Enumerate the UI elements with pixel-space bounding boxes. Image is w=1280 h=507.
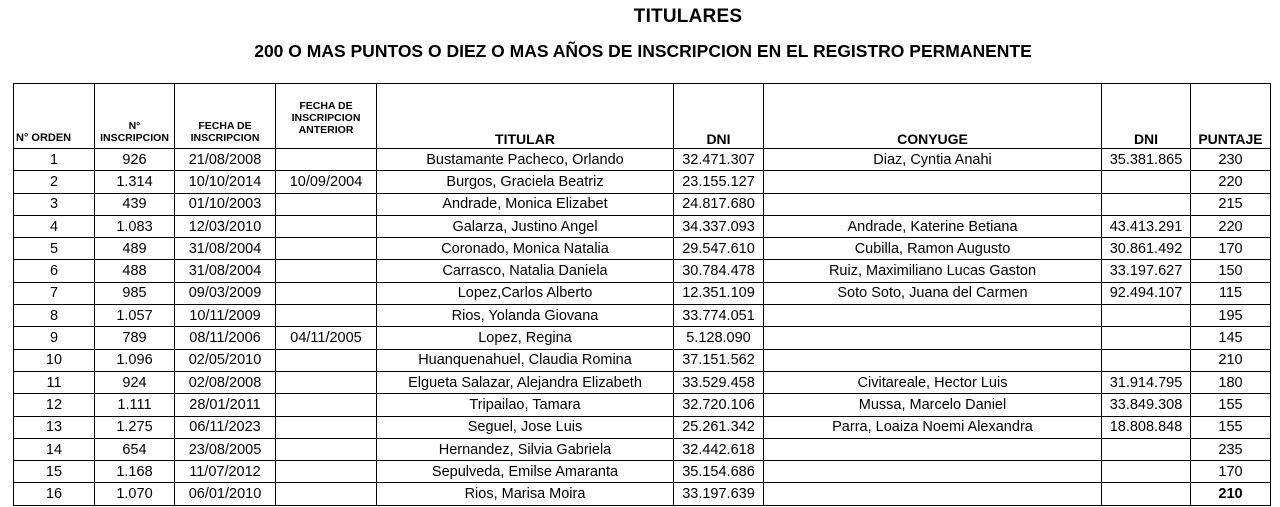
cell-titular: Sepulveda, Emilse Amaranta (377, 461, 674, 483)
cell-orden: 4 (14, 215, 95, 237)
cell-inscripcion: 1.111 (95, 394, 175, 416)
cell-dni: 30.784.478 (674, 260, 764, 282)
cell-inscripcion: 924 (95, 371, 175, 393)
cell-puntaje: 210 (1191, 349, 1271, 371)
document-title: TITULARES (633, 6, 743, 27)
cell-inscripcion: 489 (95, 238, 175, 260)
header-anterior-line1: FECHA DE (299, 100, 353, 112)
cell-orden: 14 (14, 438, 95, 460)
cell-conyuge: Mussa, Marcelo Daniel (764, 394, 1102, 416)
cell-fecha: 12/03/2010 (175, 215, 276, 237)
cell-dni: 25.261.342 (674, 416, 764, 438)
cell-orden: 5 (14, 238, 95, 260)
cell-puntaje: 180 (1191, 371, 1271, 393)
cell-fecha: 06/11/2023 (175, 416, 276, 438)
cell-puntaje: 145 (1191, 327, 1271, 349)
cell-conyuge (764, 349, 1102, 371)
cell-orden: 9 (14, 327, 95, 349)
cell-dni: 34.337.093 (674, 215, 764, 237)
header-inscripcion-line2: INSCRIPCION (100, 132, 169, 144)
header-puntaje: PUNTAJE (1191, 84, 1271, 149)
cell-titular: Rios, Yolanda Giovana (377, 305, 674, 327)
cell-orden: 11 (14, 371, 95, 393)
cell-orden: 7 (14, 282, 95, 304)
cell-fecha: 10/11/2009 (175, 305, 276, 327)
header-anterior-line2: INSCRIPCION (291, 112, 361, 124)
cell-conyuge: Cubilla, Ramon Augusto (764, 238, 1102, 260)
cell-fecha: 10/10/2014 (175, 171, 276, 193)
cell-dni-conyuge (1102, 483, 1191, 505)
cell-puntaje: 235 (1191, 438, 1271, 460)
cell-fecha: 28/01/2011 (175, 394, 276, 416)
cell-inscripcion: 926 (95, 149, 175, 171)
cell-titular: Huanquenahuel, Claudia Romina (377, 349, 674, 371)
cell-inscripcion: 1.083 (95, 215, 175, 237)
cell-inscripcion: 1.057 (95, 305, 175, 327)
cell-dni-conyuge (1102, 461, 1191, 483)
table-row (14, 461, 1271, 483)
cell-anterior (276, 305, 377, 327)
cell-conyuge: Parra, Loaiza Noemi Alexandra (764, 416, 1102, 438)
cell-puntaje: 215 (1191, 193, 1271, 215)
cell-inscripcion: 1.314 (95, 171, 175, 193)
cell-inscripcion: 439 (95, 193, 175, 215)
cell-conyuge (764, 193, 1102, 215)
cell-puntaje: 230 (1191, 149, 1271, 171)
header-orden: N° ORDEN (14, 84, 95, 149)
cell-dni: 32.471.307 (674, 149, 764, 171)
table-row (14, 438, 1271, 460)
cell-fecha: 06/01/2010 (175, 483, 276, 505)
table-row (14, 282, 1271, 304)
cell-dni: 5.128.090 (674, 327, 764, 349)
cell-anterior (276, 260, 377, 282)
cell-titular: Seguel, Jose Luis (377, 416, 674, 438)
cell-dni-conyuge (1102, 193, 1191, 215)
cell-fecha: 01/10/2003 (175, 193, 276, 215)
titulares-table (13, 83, 1271, 506)
cell-puntaje: 115 (1191, 282, 1271, 304)
cell-puntaje: 150 (1191, 260, 1271, 282)
cell-conyuge (764, 327, 1102, 349)
cell-anterior (276, 282, 377, 304)
cell-puntaje: 220 (1191, 215, 1271, 237)
cell-dni-conyuge (1102, 171, 1191, 193)
cell-dni-conyuge: 18.808.848 (1102, 416, 1191, 438)
cell-puntaje: 155 (1191, 394, 1271, 416)
cell-orden: 3 (14, 193, 95, 215)
cell-dni-conyuge: 43.413.291 (1102, 215, 1191, 237)
cell-dni: 33.197.639 (674, 483, 764, 505)
cell-puntaje: 170 (1191, 238, 1271, 260)
cell-orden: 1 (14, 149, 95, 171)
cell-conyuge (764, 171, 1102, 193)
cell-titular: Coronado, Monica Natalia (377, 238, 674, 260)
cell-fecha: 21/08/2008 (175, 149, 276, 171)
header-conyuge: CONYUGE (764, 84, 1102, 149)
cell-dni: 23.155.127 (674, 171, 764, 193)
cell-fecha: 09/03/2009 (175, 282, 276, 304)
cell-anterior (276, 483, 377, 505)
cell-conyuge: Soto Soto, Juana del Carmen (764, 282, 1102, 304)
table-row (14, 371, 1271, 393)
table-row (14, 327, 1271, 349)
cell-anterior: 04/11/2005 (276, 327, 377, 349)
cell-dni: 33.774.051 (674, 305, 764, 327)
cell-puntaje: 170 (1191, 461, 1271, 483)
cell-dni-conyuge (1102, 349, 1191, 371)
cell-fecha: 31/08/2004 (175, 238, 276, 260)
cell-inscripcion: 654 (95, 438, 175, 460)
table-header-row (14, 84, 1271, 149)
cell-fecha: 23/08/2005 (175, 438, 276, 460)
cell-orden: 15 (14, 461, 95, 483)
cell-titular: Elgueta Salazar, Alejandra Elizabeth (377, 371, 674, 393)
header-fecha-line1: FECHA DE (198, 120, 252, 132)
cell-titular: Andrade, Monica Elizabet (377, 193, 674, 215)
cell-titular: Galarza, Justino Angel (377, 215, 674, 237)
document-subtitle: 200 O MAS PUNTOS O DIEZ O MAS AÑOS DE INSCRIPCION EN EL REGISTRO PERMANENTE (254, 41, 1032, 61)
cell-conyuge: Civitareale, Hector Luis (764, 371, 1102, 393)
cell-orden: 8 (14, 305, 95, 327)
cell-dni-conyuge: 30.861.492 (1102, 238, 1191, 260)
cell-dni: 29.547.610 (674, 238, 764, 260)
cell-anterior (276, 149, 377, 171)
header-fecha (175, 84, 276, 149)
cell-titular: Bustamante Pacheco, Orlando (377, 149, 674, 171)
cell-anterior (276, 193, 377, 215)
cell-puntaje: 220 (1191, 171, 1271, 193)
cell-puntaje: 210 (1191, 483, 1271, 505)
cell-orden: 10 (14, 349, 95, 371)
cell-anterior (276, 416, 377, 438)
cell-anterior (276, 349, 377, 371)
cell-dni: 37.151.562 (674, 349, 764, 371)
cell-inscripcion: 488 (95, 260, 175, 282)
table-body (14, 149, 1271, 506)
table-row (14, 394, 1271, 416)
cell-orden: 13 (14, 416, 95, 438)
table-row (14, 416, 1271, 438)
cell-titular: Carrasco, Natalia Daniela (377, 260, 674, 282)
cell-conyuge: Andrade, Katerine Betiana (764, 215, 1102, 237)
table-row (14, 349, 1271, 371)
table-row (14, 483, 1271, 505)
table-row (14, 305, 1271, 327)
cell-titular: Lopez, Regina (377, 327, 674, 349)
cell-anterior: 10/09/2004 (276, 171, 377, 193)
cell-dni-conyuge (1102, 305, 1191, 327)
cell-fecha: 02/05/2010 (175, 349, 276, 371)
cell-puntaje: 195 (1191, 305, 1271, 327)
header-titular: TITULAR (377, 84, 674, 149)
cell-puntaje: 155 (1191, 416, 1271, 438)
cell-orden: 2 (14, 171, 95, 193)
cell-inscripcion: 1.168 (95, 461, 175, 483)
cell-dni-conyuge: 31.914.795 (1102, 371, 1191, 393)
table-row (14, 215, 1271, 237)
cell-dni: 33.529.458 (674, 371, 764, 393)
cell-dni-conyuge (1102, 438, 1191, 460)
cell-conyuge: Ruiz, Maximiliano Lucas Gaston (764, 260, 1102, 282)
cell-dni: 12.351.109 (674, 282, 764, 304)
cell-inscripcion: 1.096 (95, 349, 175, 371)
cell-dni: 24.817.680 (674, 193, 764, 215)
cell-inscripcion: 1.275 (95, 416, 175, 438)
cell-orden: 16 (14, 483, 95, 505)
cell-anterior (276, 215, 377, 237)
cell-titular: Rios, Marisa Moira (377, 483, 674, 505)
cell-anterior (276, 394, 377, 416)
header-dni: DNI (674, 84, 764, 149)
cell-orden: 6 (14, 260, 95, 282)
cell-dni: 32.720.106 (674, 394, 764, 416)
cell-anterior (276, 461, 377, 483)
header-inscripcion-line1: N° (128, 120, 141, 132)
cell-inscripcion: 789 (95, 327, 175, 349)
cell-conyuge: Diaz, Cyntia Anahi (764, 149, 1102, 171)
cell-dni-conyuge (1102, 327, 1191, 349)
cell-conyuge (764, 438, 1102, 460)
table-row (14, 193, 1271, 215)
cell-conyuge (764, 305, 1102, 327)
cell-anterior (276, 238, 377, 260)
header-fecha-line2: INSCRIPCION (190, 132, 260, 144)
cell-fecha: 11/07/2012 (175, 461, 276, 483)
cell-titular: Lopez,Carlos Alberto (377, 282, 674, 304)
cell-dni: 32.442.618 (674, 438, 764, 460)
cell-dni-conyuge: 33.197.627 (1102, 260, 1191, 282)
header-anterior-line3: ANTERIOR (298, 124, 354, 136)
table-row (14, 149, 1271, 171)
cell-orden: 12 (14, 394, 95, 416)
cell-dni: 35.154.686 (674, 461, 764, 483)
cell-anterior (276, 371, 377, 393)
cell-fecha: 31/08/2004 (175, 260, 276, 282)
cell-titular: Tripailao, Tamara (377, 394, 674, 416)
cell-conyuge (764, 461, 1102, 483)
cell-inscripcion: 985 (95, 282, 175, 304)
cell-fecha: 08/11/2006 (175, 327, 276, 349)
cell-titular: Burgos, Graciela Beatriz (377, 171, 674, 193)
cell-dni-conyuge: 92.494.107 (1102, 282, 1191, 304)
header-inscripcion (95, 84, 175, 149)
table-row (14, 260, 1271, 282)
cell-inscripcion: 1.070 (95, 483, 175, 505)
cell-dni-conyuge: 33.849.308 (1102, 394, 1191, 416)
table-row (14, 171, 1271, 193)
header-dni-conyuge: DNI (1102, 84, 1191, 149)
cell-dni-conyuge: 35.381.865 (1102, 149, 1191, 171)
cell-titular: Hernandez, Silvia Gabriela (377, 438, 674, 460)
header-anterior (276, 84, 377, 149)
cell-fecha: 02/08/2008 (175, 371, 276, 393)
cell-anterior (276, 438, 377, 460)
cell-conyuge (764, 483, 1102, 505)
table-row (14, 238, 1271, 260)
